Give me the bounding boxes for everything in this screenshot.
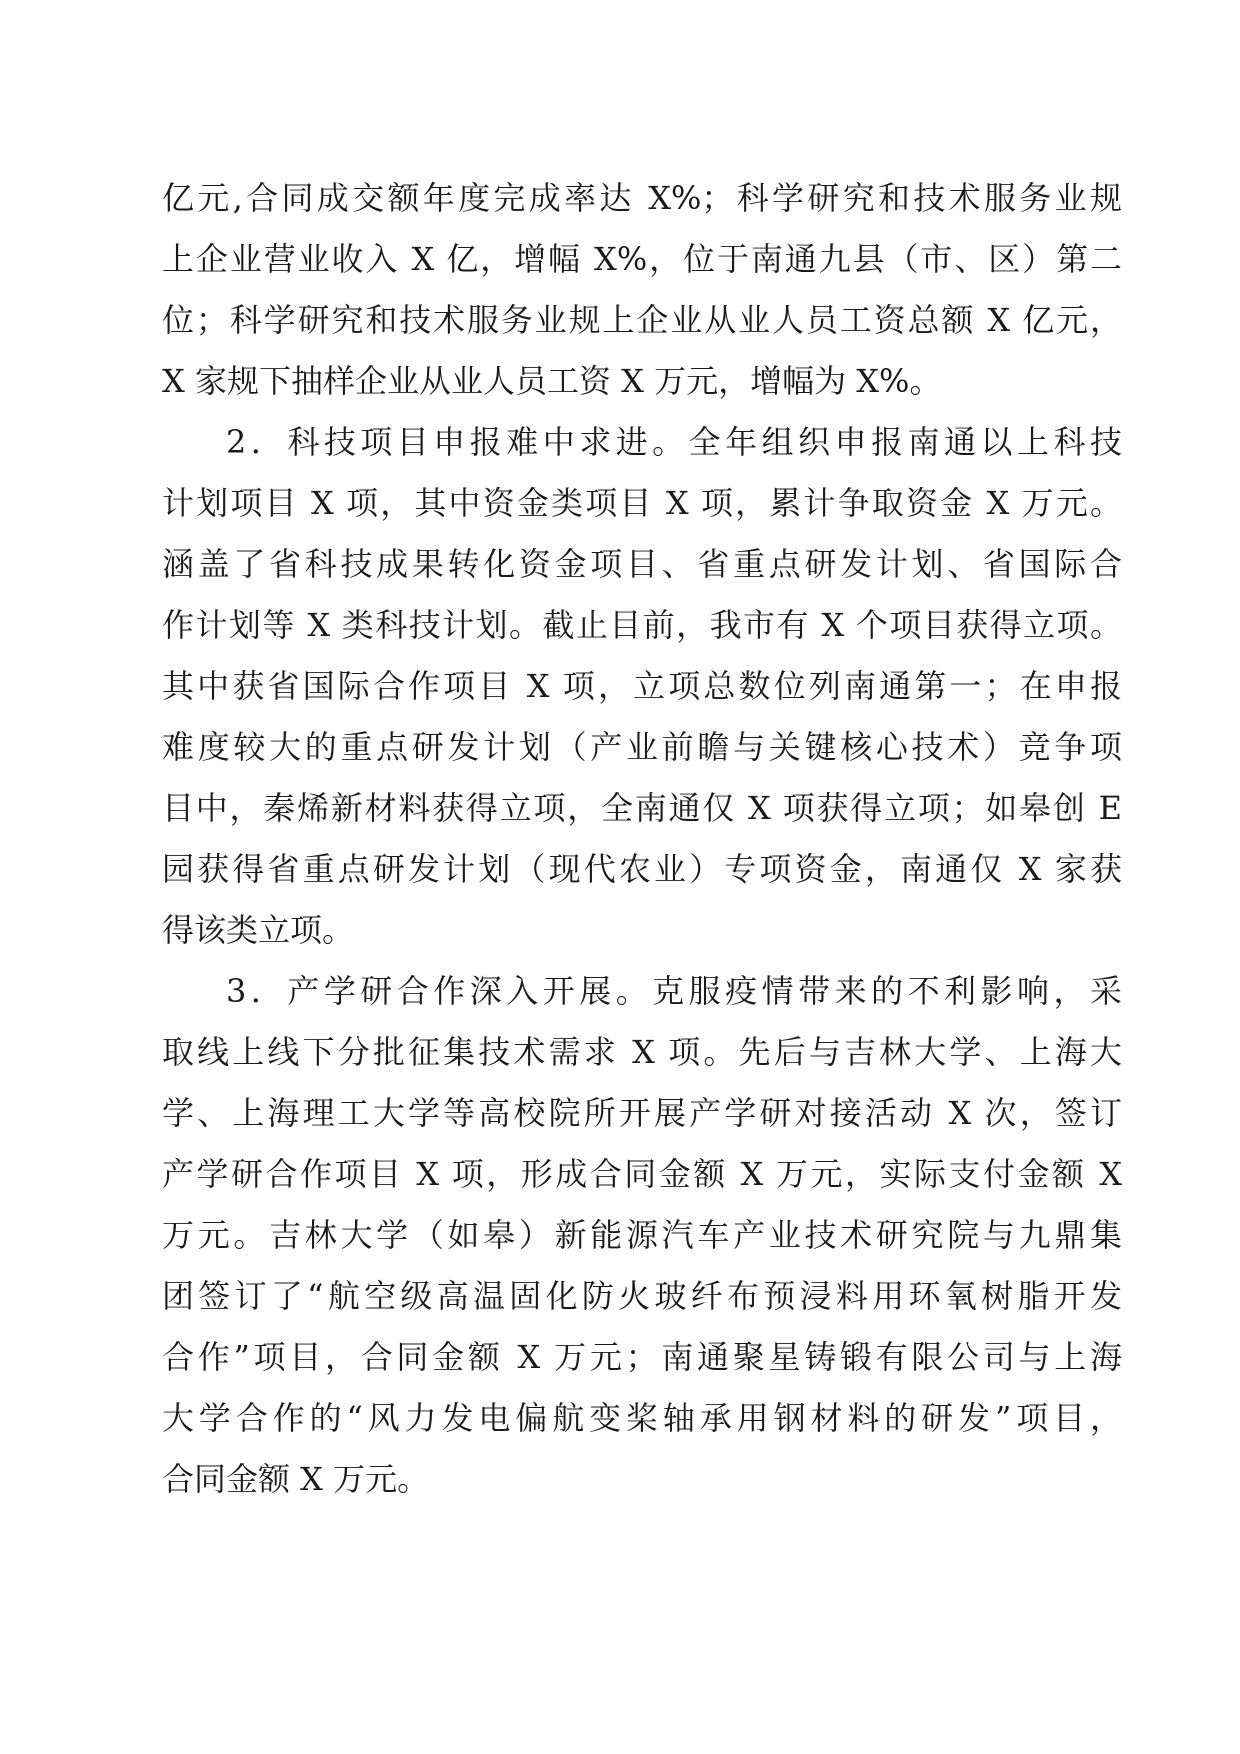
- text-line: 计划项目 X 项，其中资金类项目 X 项，累计争取资金 X 万元。: [162, 484, 1122, 522]
- text-line: 作计划等 X 类科技计划。截止目前，我市有 X 个项目获得立项。: [162, 606, 1122, 644]
- text-line: 园获得省重点研发计划（现代农业）专项资金，南通仅 X 家获: [162, 850, 1122, 888]
- text-line: 目中，秦烯新材料获得立项，全南通仅 X 项获得立项；如皋创 E: [162, 789, 1122, 827]
- text-line: 万元。吉林大学（如皋）新能源汽车产业技术研究院与九鼎集: [162, 1216, 1122, 1254]
- text-line: 大学合作的“风力发电偏航变桨轴承用钢材料的研发”项目，: [162, 1399, 1122, 1437]
- text-line: 上企业营业收入 X 亿，增幅 X%，位于南通九县（市、区）第二: [162, 240, 1122, 278]
- text-line: 学、上海理工大学等高校院所开展产学研对接活动 X 次，签订: [162, 1094, 1122, 1132]
- text-line: 2．科技项目申报难中求进。全年组织申报南通以上科技: [226, 423, 1122, 461]
- text-line: 其中获省国际合作项目 X 项，立项总数位列南通第一；在申报: [162, 667, 1122, 705]
- text-line: 团签订了“航空级高温固化防火玻纤布预浸料用环氧树脂开发: [162, 1277, 1122, 1315]
- text-line: 难度较大的重点研发计划（产业前瞻与关键核心技术）竞争项: [162, 728, 1122, 766]
- text-line: 产学研合作项目 X 项，形成合同金额 X 万元，实际支付金额 X: [162, 1155, 1122, 1193]
- text-line: 位；科学研究和技术服务业规上企业从业人员工资总额 X 亿元，: [162, 301, 1122, 339]
- document-body: [162, 168, 1122, 1510]
- paragraph-industry-research-cooperation: [162, 961, 1122, 1510]
- text-line: X 家规下抽样企业从业人员工资 X 万元，增幅为 X%。: [162, 362, 942, 400]
- text-line: 合作”项目，合同金额 X 万元；南通聚星铸锻有限公司与上海: [162, 1338, 1122, 1376]
- paragraph-project-application: [162, 412, 1122, 961]
- text-line: 得该类立项。: [162, 911, 355, 949]
- paragraph-statistics: [162, 168, 1122, 412]
- text-line: 3．产学研合作深入开展。克服疫情带来的不利影响，采: [226, 972, 1122, 1010]
- text-line: 取线上线下分批征集技术需求 X 项。先后与吉林大学、上海大: [162, 1033, 1122, 1071]
- text-line: 涵盖了省科技成果转化资金项目、省重点研发计划、省国际合: [162, 545, 1122, 583]
- text-line: 合同金额 X 万元。: [162, 1460, 430, 1498]
- text-line: 亿元,合同成交额年度完成率达 X%；科学研究和技术服务业规: [162, 179, 1122, 217]
